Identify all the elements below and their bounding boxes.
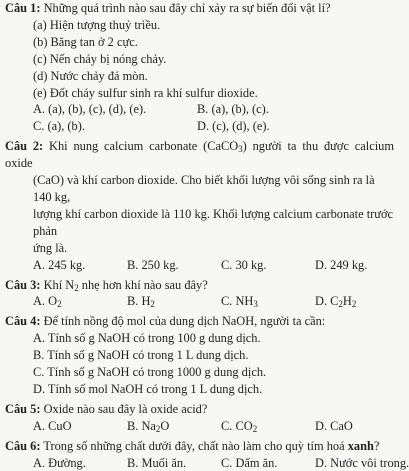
question-3-answers [5, 293, 394, 310]
question-2-text-1b: ) người ta thu được calcium oxide [5, 139, 394, 171]
question-1-item-a: (a) Hiện tượng thuỷ triều. [33, 17, 161, 32]
question-1-item-b: (b) Băng tan ở 2 cực. [33, 34, 138, 49]
question-2-answer-d[interactable]: D. 249 kg. [315, 257, 368, 272]
question-2-line-2: (CaO) và khí carbon dioxide. Cho biết khối lượng vôi sống sinh ra là 140 kg, [33, 173, 375, 204]
question-2-text-1-sub: 3 [238, 144, 243, 155]
question-6-text: Trong số những chất dưới đây, chất nào làm cho quỳ tím hoá [43, 438, 348, 453]
question-5-answer-d-pre: D. CaO [315, 418, 353, 433]
question-1-stem [5, 0, 394, 17]
question-4-answer-c[interactable]: C. Tính số g NaOH có trong 1000 g dung dịch. [33, 365, 267, 380]
question-2-answer-b[interactable]: B. 250 kg. [127, 257, 179, 272]
question-1-answers-row-2 [5, 118, 394, 135]
question-2-stem [5, 138, 394, 172]
question-2-text-1a: Khi nung calcium carbonate (CaCO [49, 139, 239, 154]
question-3-answer-a-pre: A. O [33, 294, 58, 309]
question-3 [5, 277, 394, 311]
question-3-answer-b[interactable] [127, 293, 221, 310]
question-6 [5, 438, 409, 471]
question-3-answer-d[interactable] [315, 293, 409, 310]
question-1-item-c: (c) Nến cháy bị nóng chảy. [33, 51, 167, 66]
question-3-answer-b-sub: 2 [150, 299, 155, 310]
question-2-answer-a[interactable]: A. 245 kg. [33, 257, 86, 272]
question-6-answer-c[interactable]: C. Dấm ăn. [221, 455, 278, 470]
question-3-text-a: Khí N [43, 277, 75, 292]
question-1-item-d: (d) Nước chảy đá mòn. [33, 68, 148, 83]
question-3-answer-a[interactable] [33, 293, 127, 310]
question-6-stem [5, 438, 394, 455]
question-1-answer-b[interactable]: B. (a), (b), (c). [197, 102, 269, 117]
question-5-answer-b-sub: 2 [155, 423, 161, 434]
question-3-answer-d-sub: 2 [338, 299, 343, 310]
question-3-text-b: nhẹ hơn khí nào sau đây? [78, 277, 208, 292]
question-5-answer-b-pre: B. Na [127, 418, 156, 433]
question-5-answer-c-pre: C. CO [221, 418, 253, 433]
question-3-answer-d-pre: D. C [315, 294, 339, 309]
question-4-stem [5, 313, 394, 330]
question-5-answer-b-post: O [160, 418, 170, 433]
question-3-answer-b-pre: B. H [127, 294, 151, 309]
question-4-text: Để tính nồng độ mol của dung dịch NaOH, người ta cần: [43, 314, 326, 329]
question-4-answer-d[interactable]: D. Tính số mol NaOH có trong 1 L dung dịch. [33, 381, 263, 396]
question-5 [5, 401, 394, 435]
question-5-label: Câu 5: [5, 401, 41, 416]
question-4-answer-b[interactable]: B. Tính số g NaOH có trong 1 L dung dịch. [33, 348, 249, 363]
question-1-answer-c[interactable]: C. (a), (b). [33, 119, 85, 134]
question-3-text-sub: 2 [74, 282, 79, 293]
question-6-answer-a[interactable]: A. Đường. [33, 455, 86, 470]
question-2-answers [5, 257, 394, 274]
question-2 [5, 138, 394, 273]
question-1-label: Câu 1: [5, 1, 41, 15]
question-6-answer-d[interactable]: D. Nước vôi trong. [315, 455, 409, 470]
question-5-text: Oxide nào sau đây là oxide acid? [43, 401, 208, 416]
question-6-tail: ? [373, 438, 380, 453]
question-5-answer-d[interactable] [315, 418, 409, 435]
question-1-answers-row-1 [5, 101, 394, 118]
question-3-answer-c-pre: C. NH [221, 294, 254, 309]
question-3-label: Câu 3: [5, 277, 41, 292]
question-3-answer-a-sub: 2 [57, 299, 62, 310]
question-5-answers [5, 418, 394, 435]
question-2-answer-c[interactable]: C. 30 kg. [221, 257, 267, 272]
question-3-answer-d-post: H [342, 294, 352, 309]
question-3-stem [5, 277, 394, 294]
question-1-answer-d[interactable]: D. (c), (d), (e). [197, 119, 270, 134]
question-3-answer-d-sub2: 2 [351, 299, 357, 310]
question-6-label: Câu 6: [5, 438, 41, 453]
question-1-text: Những quá trình nào sau đây chỉ xảy ra sự biến đổi vật lí? [43, 1, 331, 15]
question-1 [5, 0, 394, 135]
question-1-item-e: (e) Đốt cháy sulfur sinh ra khí sulfur dioxide. [33, 85, 258, 100]
question-3-answer-c-sub: 3 [253, 299, 258, 310]
question-5-answer-c[interactable] [221, 418, 315, 435]
question-2-line-3: lượng khí carbon dioxide là 110 kg. Khối lượng calcium carbonate trước phản [33, 206, 394, 238]
question-3-answer-c[interactable] [221, 293, 315, 310]
question-1-answer-a[interactable]: A. (a), (b), (c), (d), (e). [33, 102, 147, 117]
question-6-answer-b[interactable]: B. Muối ăn. [127, 455, 187, 470]
question-4-answer-a[interactable]: A. Tính số g NaOH có trong 100 g dung dịch. [33, 331, 261, 346]
question-4 [5, 313, 394, 398]
question-5-answer-a[interactable] [33, 418, 127, 435]
question-2-line-4: ứng là. [33, 240, 68, 255]
question-5-answer-c-sub: 2 [252, 423, 258, 434]
question-6-emphasis: xanh [347, 438, 374, 453]
question-5-stem [5, 401, 394, 418]
question-4-label: Câu 4: [5, 314, 41, 329]
question-2-label: Câu 2: [5, 139, 44, 154]
question-5-answer-b[interactable] [127, 418, 221, 435]
question-5-answer-a-pre: A. CuO [33, 418, 72, 433]
question-6-answers [5, 455, 409, 471]
